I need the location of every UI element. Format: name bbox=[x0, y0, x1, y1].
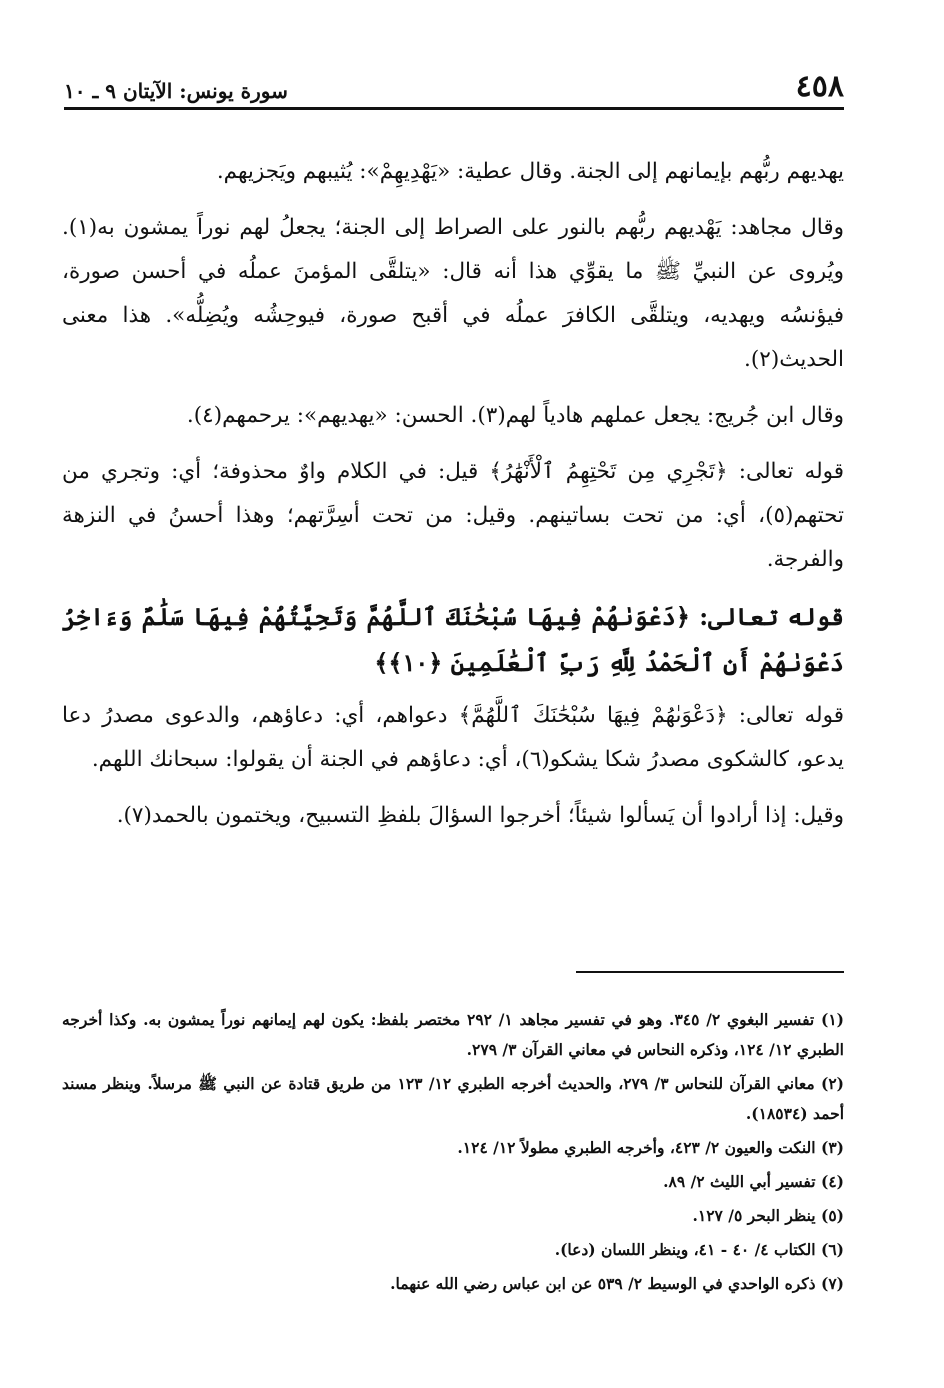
paragraph: وقال مجاهد: يَهْديهم ربُّهم بالنور على الصراط إلى الجنة؛ يجعلُ لهم نوراً يمشون به(١). ويُروى عن النبيِّ ﷺ ما يقوِّي هذا أنه قال: «يتلقَّى المؤمنَ عملُه في أحسن صورة، فيؤنسُه ويهديه، ويتلقَّى الكافرَ عملُه في أقبح صورة، فيوحِشُه ويُضِلُّه». هذا معنى الحديث(٢). bbox=[62, 215, 844, 372]
footnote: (٣) النكت والعيون ٢/ ٤٢٣، وأخرجه الطبري مطولاً ١٢/ ١٢٤. bbox=[457, 1138, 844, 1157]
paragraph: قوله تعالى: ﴿دَعْوَىٰهُمْ فِيهَا سُبْحَٰنَكَ ٱللَّهُمَّ﴾ دعواهم، أي: دعاؤهم، والدعوى مصدرُ دعا يدعو، كالشكوى مصدرُ شكا يشكو(٦)، أي: دعاؤهم في الجنة أن يقولوا: سبحانك اللهم. bbox=[62, 703, 844, 772]
paragraph: قوله تعالى: ﴿تَجْرِي مِن تَحْتِهِمُ ٱلْأَنْهَٰرُ﴾ قيل: في الكلام واوٌ محذوفة؛ أي: وتجري من تحتهم(٥)، أي: من تحت بساتينهم. وقيل: من تحت أسِرَّتهم؛ وهذا أحسنُ في النزهة والفرجة. bbox=[62, 459, 844, 572]
paragraph: وقال ابن جُريج: يجعل عملهم هادياً لهم(٣). الحسن: «يهديهم»: يرحمهم(٤). bbox=[186, 403, 844, 428]
header-rule bbox=[64, 107, 844, 110]
main-text bbox=[62, 150, 844, 850]
running-title: سورة يونس: الآيتان ٩ ـ ١٠ bbox=[64, 79, 288, 103]
footnote: (٧) ذكره الواحدي في الوسيط ٢/ ٥٣٩ عن ابن عباس رضي الله عنهما. bbox=[390, 1274, 844, 1293]
verse-heading: قوله تعالى: ﴿دَعْوَىٰهُمْ فِيهَا سُبْحَٰنَكَ ٱللَّهُمَّ وَتَحِيَّتُهُمْ فِيهَا سَلَٰمٌ وَءَاخِرُ دَعْوَىٰهُمْ أَنِ ٱلْحَمْدُ لِلَّهِ رَبِّ ٱلْعَٰلَمِينَ ﴿١٠﴾﴾ bbox=[62, 602, 844, 677]
page-number: ٤٥٨ bbox=[795, 69, 844, 104]
footnote: (٤) تفسير أبي الليث ٢/ ٨٩. bbox=[663, 1172, 844, 1191]
footnote-separator bbox=[576, 971, 844, 973]
footnote: (٢) معاني القرآن للنحاس ٣/ ٢٧٩، والحديث أخرجه الطبري ١٢/ ١٢٣ من طريق قتادة عن النبي ﷺ مرسلاً. وينظر مسند أحمد (١٨٥٣٤). bbox=[62, 1074, 844, 1123]
paragraph: يهديهم ربُّهم بإيمانهم إلى الجنة. وقال عطية: «يَهْدِيهِمْ»: يُثيبهم ويَجزيهم. bbox=[216, 159, 844, 184]
page-header bbox=[64, 68, 844, 102]
footnote: (٥) ينظر البحر ٥/ ١٢٧. bbox=[692, 1206, 844, 1225]
footnote: (٦) الكتاب ٤/ ٤٠ - ٤١، وينظر اللسان (دعا). bbox=[554, 1240, 844, 1259]
footnotes bbox=[62, 1005, 844, 1303]
paragraph: وقيل: إذا أرادوا أن يَسألوا شيئاً؛ أخرجوا السؤالَ بلفظِ التسبيح، ويختمون بالحمد(٧). bbox=[116, 803, 844, 828]
footnote: (١) تفسير البغوي ٢/ ٣٤٥. وهو في تفسير مجاهد ١/ ٢٩٢ مختصر بلفظ: يكون لهم إيمانهم نوراً يمشون به. وكذا أخرجه الطبري ١٢/ ١٢٤، وذكره النحاس في معاني القرآن ٣/ ٢٧٩. bbox=[62, 1010, 845, 1059]
